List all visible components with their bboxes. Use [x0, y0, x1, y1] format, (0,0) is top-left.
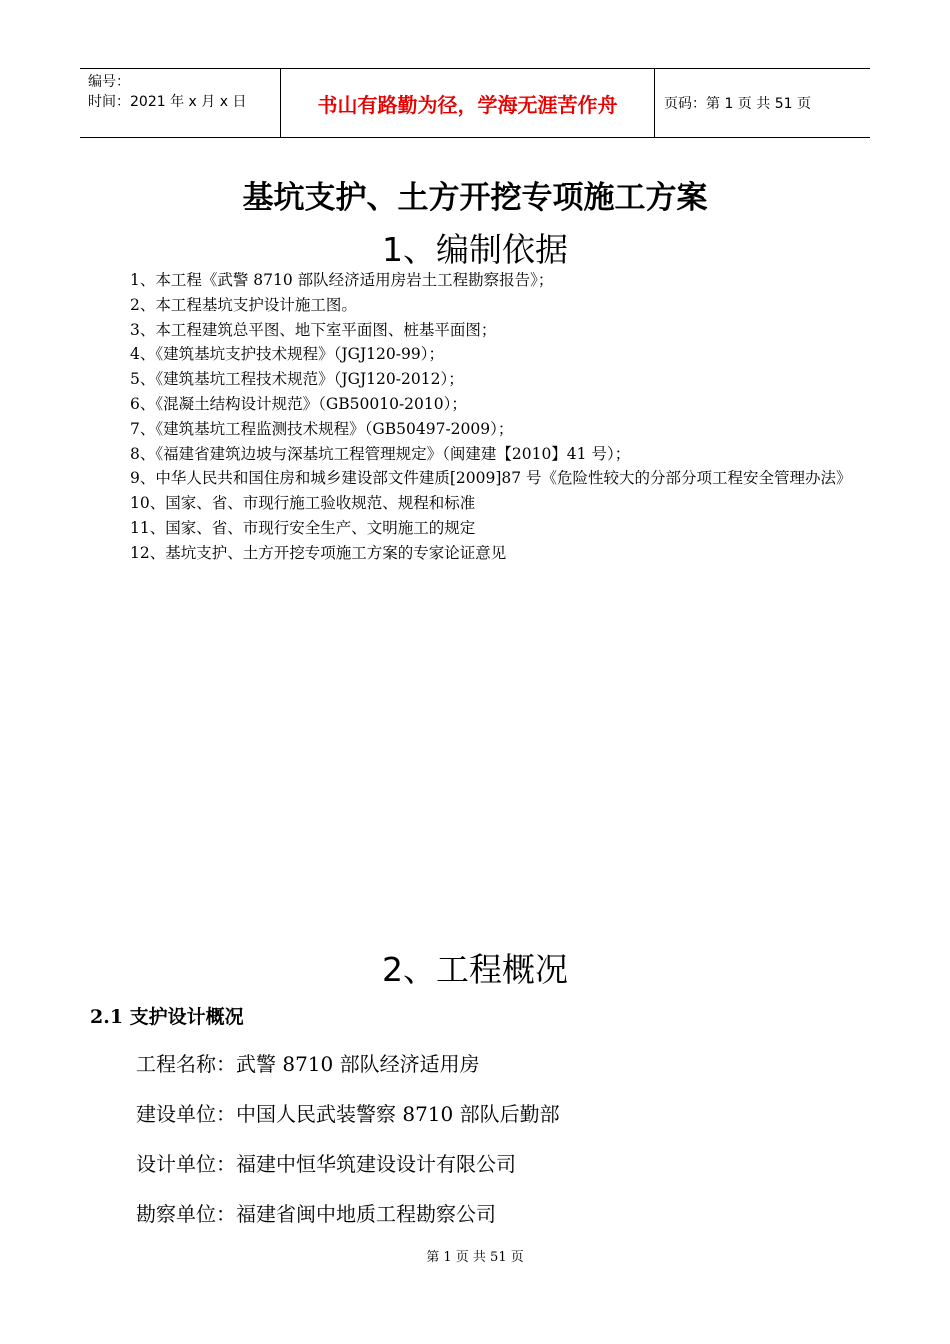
reference-item: 8、《福建省建筑边坡与深基坑工程管理规定》（闽建建【2010】41 号）； — [130, 444, 631, 463]
number-label: 编号： — [88, 74, 130, 90]
reference-item: 3、本工程建筑总平图、地下室平面图、桩基平面图； — [130, 320, 497, 339]
section-2-heading: 2、工程概况 — [382, 950, 568, 989]
time-label: 时间：2021 年 x 月 x 日 — [88, 94, 247, 110]
header-page-info: 页码：第 1 页 共 51 页 — [664, 96, 811, 112]
section-1-heading: 1、编制依据 — [382, 230, 568, 269]
reference-item: 9、中华人民共和国住房和城乡建设部文件建质[2009]87 号《危险性较大的分部分项工程安全管理办法》 — [130, 469, 852, 488]
reference-item: 11、国家、省、市现行安全生产、文明施工的规定 — [130, 518, 476, 537]
reference-item: 7、《建筑基坑工程监测技术规程》（GB50497-2009）； — [130, 419, 514, 438]
project-info — [136, 1046, 560, 1246]
reference-item: 5、《建筑基坑工程技术规范》（JGJ120-2012）； — [130, 370, 464, 389]
project-name-row: 工程名称：武警 8710 部队经济适用房 — [136, 1052, 480, 1076]
page-footer: 第 1 页 共 51 页 — [426, 1250, 524, 1265]
reference-item: 10、国家、省、市现行施工验收规范、规程和标准 — [130, 494, 476, 513]
construction-unit-row: 建设单位：中国人民武装警察 8710 部队后勤部 — [136, 1102, 560, 1126]
header-left-cell — [80, 69, 281, 137]
reference-item: 1、本工程《武警 8710 部队经济适用房岩土工程勘察报告》； — [130, 271, 554, 289]
reference-item: 12、基坑支护、土方开挖专项施工方案的专家论证意见 — [130, 543, 507, 562]
reference-item: 6、《混凝土结构设计规范》（GB50010-2010）； — [130, 394, 467, 413]
document-title: 基坑支护、土方开挖专项施工方案 — [242, 180, 708, 216]
reference-list — [90, 268, 865, 566]
subsection-heading: 2.1 支护设计概况 — [90, 1006, 244, 1028]
reference-item: 4、《建筑基坑支护技术规程》（JGJ120-99）； — [130, 345, 444, 364]
design-unit-row: 设计单位：福建中恒华筑建设设计有限公司 — [136, 1152, 516, 1176]
header-motto: 书山有路勤为径，学海无涯苦作舟 — [281, 69, 655, 137]
survey-unit-row: 勘察单位：福建省闽中地质工程勘察公司 — [136, 1202, 496, 1226]
header-table — [80, 68, 870, 138]
reference-item: 2、本工程基坑支护设计施工图。 — [130, 295, 357, 314]
